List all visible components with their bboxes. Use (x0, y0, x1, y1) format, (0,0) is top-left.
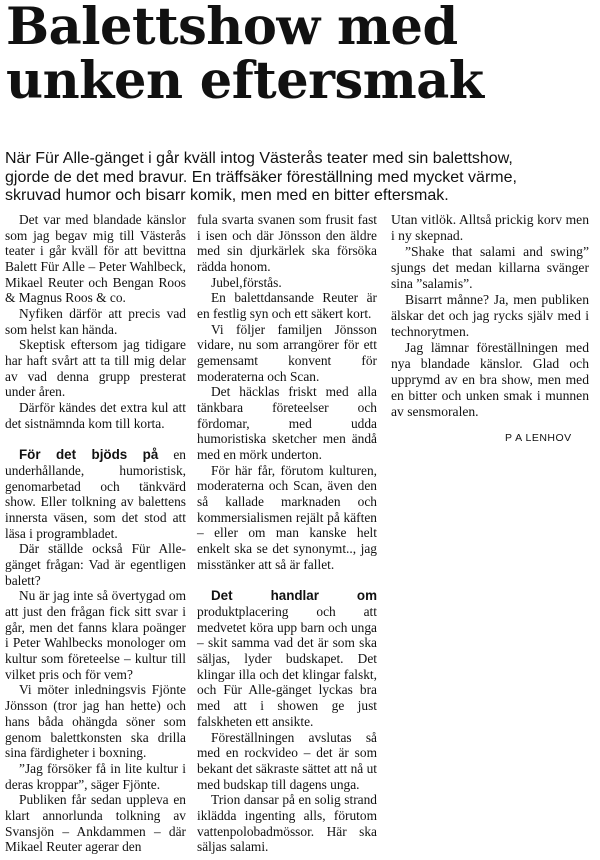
paragraph-text: Det häcklas friskt med alla tänkbara företeelser och fördomar, med udda humoristiska sketcher men ändå med en mörk underton. (197, 384, 377, 463)
paragraph-text: ”Jag försöker få in lite kultur i deras kroppar”, säger Fjönte. (5, 760, 186, 792)
paragraph-text: Publiken får sedan uppleva en klart annorlunda tolkning av Svansjön – Ankdammen – där Mikael Reuter agerar den (5, 792, 186, 855)
paragraph-text: För här får, förutom kulturen, moderaterna och Scan, även den så kallade marknaden och kommersialismen rejält på käften – eller om man kanske helt enkelt ska se det synonymt.., jag misstänker att så är fallet. (197, 462, 377, 572)
body-paragraph (197, 212, 377, 275)
paragraph-text: Trion dansar på en solig strand iklädda ingenting alls, förutom vattenpolobadmössor. Här ska säljas salami. (197, 792, 377, 855)
paragraph-text: Därför kändes det extra kul att det sistnämnda kom till korta. (5, 400, 186, 431)
body-paragraph (391, 292, 589, 340)
paragraph-text: en underhållande, humoristisk, genomarbetad och tänkvärd show. Eller tolkning av balettens innersta väsen, som det stod att läsa i programbladet. (5, 447, 186, 541)
body-paragraph (197, 322, 377, 385)
body-paragraph (5, 306, 186, 337)
paragraph-text: Jag lämnar föreställningen med nya blandade känslor. Glad och upprymd av en bra show, men med en bitter och unken smak i munnen av sensmoralen. (391, 340, 589, 419)
paragraph-text: Utan vitlök. Alltså prickig korv men i ny skepnad. (391, 212, 589, 243)
paragraph-text: Där ställde också Für Alle-gänget frågan: Vad är egentligen balett? (5, 541, 186, 588)
body-paragraph (5, 400, 186, 431)
body-paragraph (197, 792, 377, 855)
paragraph-text: produktplacering och att medvetet köra upp barn och unga – skit samma vad det är som ska säljas, lyder budskapet. Det klingar illa och det klingar falskt, och Für Alle-gänget lyckas bra med att i showen ge just falskheten ett ansikte. (197, 604, 377, 729)
body-paragraph (391, 340, 589, 420)
paragraph-text: fula svarta svanen som frusit fast i isen och där Jönsson den äldre med sin djurkärlek ska försöka rädda honom. (197, 212, 377, 275)
body-paragraph (5, 588, 186, 682)
paragraph-text: Föreställningen avslutas så med en rockvideo – det är som bekant det säkraste sättet att nå ut med budskap till dagens unga. (197, 729, 377, 792)
paragraph-lead-in: För det bjöds på (19, 447, 159, 463)
body-paragraph (197, 275, 377, 291)
body-paragraph (5, 761, 186, 792)
ingress-line-1: När Für Alle-gänget i går kväll intog Västerås teater med sin balettshow, (5, 150, 513, 167)
ingress (5, 150, 597, 206)
body-column-2 (197, 212, 377, 855)
body-paragraph (5, 212, 186, 306)
body-paragraph (197, 290, 377, 321)
body-paragraph (391, 244, 589, 292)
headline (6, 0, 596, 111)
paragraph-text: Vi möter inledningsvis Fjönte Jönsson (tror jag han hette) och hans båda ohängda söner som genom balettkonsten ska drilla sina färdigheter i boxning. (5, 682, 186, 761)
body-paragraph (5, 792, 186, 855)
body-paragraph (197, 588, 377, 729)
paragraph-text: En balettdansande Reuter är en festlig syn och ett säkert kort. (197, 290, 377, 322)
paragraph-text: Nyfiken därför att precis vad som helst kan hända. (5, 306, 186, 337)
body-paragraph (391, 212, 589, 244)
paragraph-text: Det var med blandade känslor som jag begav mig till Västerås teater i går kväll för att bevittna Balett Für Alle – Peter Wahlbeck, Mikael Reuter och Bengan Roos & Magnus Roos & co. (5, 212, 186, 306)
paragraph-lead-in: Det handlar om (211, 588, 377, 604)
byline: P A LENHOV (505, 432, 572, 444)
paragraph-text: Bisarrt månne? Ja, men publiken älskar det och jag rycks själv med i technorytmen. (391, 292, 589, 339)
body-paragraph (5, 682, 186, 760)
body-paragraph (197, 384, 377, 462)
body-paragraph (197, 463, 377, 573)
paragraph-text: Skeptisk eftersom jag tidigare har haft svårt att ta till mig delar av vad denna grupp presterat under åren. (5, 337, 186, 400)
ingress-line-3: skruvad humor och bisarr komik, men med en bitter eftersmak. (5, 187, 449, 204)
body-column-3 (391, 212, 589, 420)
paragraph-text: ”Shake that salami and swing” sjungs det medan killarna svänger sina ”salamis”. (391, 244, 589, 291)
headline-line-1: Balettshow med (6, 0, 458, 57)
headline-line-2: unken eftersmak (6, 51, 484, 111)
paragraph-text: Vi följer familjen Jönsson vidare, nu som arrangörer för ett gemensamt konvent för moderaterna och Scan. (197, 321, 377, 384)
paragraph-text: Jubel,förstås. (211, 274, 282, 290)
ingress-line-2: gjorde de det med bravur. En träffsäker föreställning med mycket värme, (5, 168, 517, 186)
body-column-1 (5, 212, 186, 855)
body-paragraph (5, 337, 186, 400)
body-paragraph (5, 541, 186, 588)
body-paragraph (197, 730, 377, 793)
body-paragraph (5, 447, 186, 541)
paragraph-text: Nu är jag inte så övertygad om att just den frågan fick sitt svar i går, men det fanns klara poänger i Peter Wahlbecks monologer om kultur som företeelse – kultur till vilket pris och för vem? (5, 588, 186, 682)
